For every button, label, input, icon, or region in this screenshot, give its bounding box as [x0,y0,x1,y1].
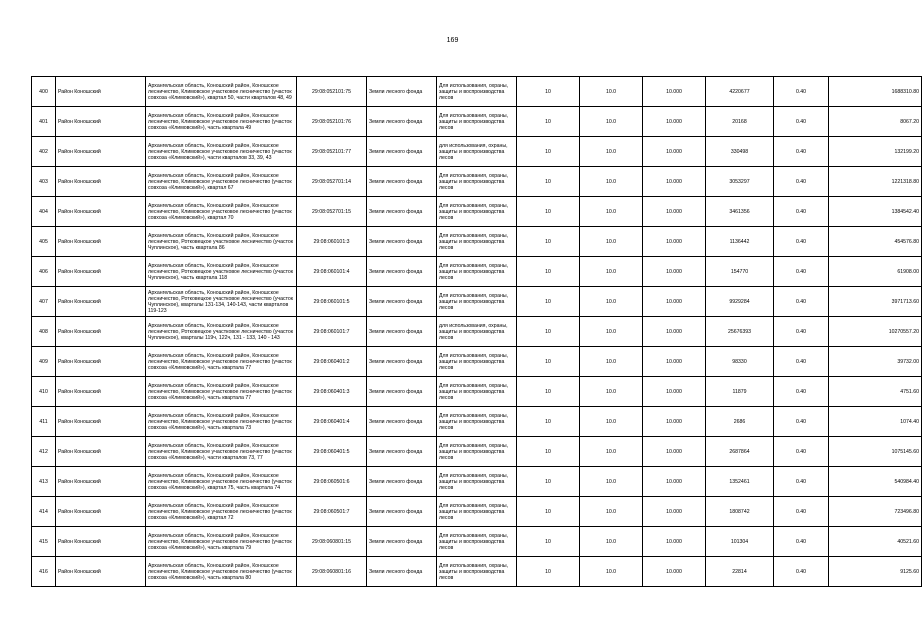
value-cell: 10.0 [580,407,643,437]
tax-rate-cell: 0.40 [774,227,829,257]
value-cell: 10.0 [580,257,643,287]
table-row [32,107,922,137]
permitted-use-cell: Для использования, охраны, защиты и воспроизводства лесов [437,257,517,287]
cadastral-number-cell: 29:08:060501:6 [297,467,367,497]
page-number: 169 [446,37,459,44]
district-cell: Район Коношский [56,317,146,347]
land-category-cell: Земли лесного фонда [367,137,437,167]
value-cell: 10.000 [643,467,706,497]
location-cell: Архангельская область, Коношский район, Коношское лесничество, Климовское участковое лесничество (участок совхоза «Климовский»), часть квартала 80 [146,557,297,587]
cadastral-number-cell: 29:08:060801:15 [297,527,367,557]
value-cell: 10 [517,497,580,527]
cadastral-number-cell: 29:08:060801:16 [297,557,367,587]
tax-rate-cell: 0.40 [774,557,829,587]
cadastral-value-cell: 330498 [706,137,774,167]
district-cell: Район Коношский [56,467,146,497]
location-cell: Архангельская область, Коношский район, Коношское лесничество, Климовское участковое лесничество (участок совхоза «Климовский»), часть квартала 77 [146,377,297,407]
table-row [32,167,922,197]
tax-amount-cell: 9125.60 [829,557,922,587]
district-cell: Район Коношский [56,287,146,317]
value-cell: 10.000 [643,77,706,107]
district-cell: Район Коношский [56,527,146,557]
permitted-use-cell: Для использования, охраны, защиты и воспроизводства лесов [437,497,517,527]
tax-rate-cell: 0.40 [774,167,829,197]
cadastral-value-cell: 22814 [706,557,774,587]
cadastral-value-cell: 154770 [706,257,774,287]
tax-rate-cell: 0.40 [774,437,829,467]
value-cell: 10.000 [643,317,706,347]
permitted-use-cell: Для использования, охраны, защиты и воспроизводства лесов [437,227,517,257]
value-cell: 10.0 [580,227,643,257]
location-cell: Архангельская область, Коношский район, Коношское лесничество, Климовское участковое лесничество (участок совхоза «Климовский»), квартал 75, часть квартала 74 [146,467,297,497]
row-number: 415 [32,527,56,557]
table-row [32,497,922,527]
location-cell: Архангельская область, Коношский район, Коношское лесничество, Климовское участковое лесничество (участок совхоза «Климовский»), квартал 70 [146,197,297,227]
location-cell: Архангельская область, Коношский район, Коношское лесничество, Климовское участковое лесничество (участок совхоза «Климовский»), части кварталов 73, 77 [146,437,297,467]
permitted-use-cell: Для использования, охраны, защиты и воспроизводства лесов [437,377,517,407]
permitted-use-cell: Для использования, охраны, защиты и воспроизводства лесов [437,437,517,467]
value-cell: 10 [517,227,580,257]
location-cell: Архангельская область, Коношский район, Коношское лесничество, Климовское участковое лесничество (участок совхоза «Климовский»), часть квартала 77 [146,347,297,377]
value-cell: 10 [517,77,580,107]
value-cell: 10.000 [643,377,706,407]
cadastral-value-cell: 1808742 [706,497,774,527]
location-cell: Архангельская область, Коношский район, Коношское лесничество, Климовское участковое лесничество (участок совхоза «Климовский»), часть квартала 79 [146,527,297,557]
district-cell: Район Коношский [56,197,146,227]
land-category-cell: Земли лесного фонда [367,557,437,587]
value-cell: 10 [517,407,580,437]
land-category-cell: Земли лесного фонда [367,227,437,257]
cadastral-number-cell: 29:08:052701:14 [297,167,367,197]
permitted-use-cell: Для использования, охраны, защиты и воспроизводства лесов [437,557,517,587]
land-category-cell: Земли лесного фонда [367,527,437,557]
tax-rate-cell: 0.40 [774,377,829,407]
value-cell: 10 [517,347,580,377]
land-category-cell: Земли лесного фонда [367,377,437,407]
value-cell: 10 [517,467,580,497]
tax-amount-cell: 1075145.60 [829,437,922,467]
table-row [32,557,922,587]
tax-amount-cell: 61908.00 [829,257,922,287]
cadastral-value-cell: 4220677 [706,77,774,107]
table-row [32,347,922,377]
tax-rate-cell: 0.40 [774,317,829,347]
district-cell: Район Коношский [56,137,146,167]
row-number: 408 [32,317,56,347]
value-cell: 10 [517,437,580,467]
tax-amount-cell: 132199.20 [829,137,922,167]
value-cell: 10.0 [580,527,643,557]
cadastral-number-cell: 29:08:060401:3 [297,377,367,407]
district-cell: Район Коношский [56,407,146,437]
location-cell: Архангельская область, Коношский район, Коношское лесничество, Ротковецкое участковое лесничество (участок Чуплинское), часть квартала 86 [146,227,297,257]
table-row [32,317,922,347]
district-cell: Район Коношский [56,167,146,197]
value-cell: 10.0 [580,167,643,197]
cadastral-number-cell: 29:08:052101:76 [297,107,367,137]
value-cell: 10.0 [580,377,643,407]
district-cell: Район Коношский [56,227,146,257]
cadastral-number-cell: 29:08:060401:5 [297,437,367,467]
table-row [32,287,922,317]
table-row [32,257,922,287]
district-cell: Район Коношский [56,347,146,377]
value-cell: 10 [517,257,580,287]
cadastral-value-cell: 1136442 [706,227,774,257]
value-cell: 10.000 [643,437,706,467]
location-cell: Архангельская область, Коношский район, Коношское лесничество, Ротковецкое участковое лесничество (участок Чуплинское), кварталы 119ч, 122ч, 131 - 133, 140 - 143 [146,317,297,347]
value-cell: 10.0 [580,77,643,107]
cadastral-value-cell: 101304 [706,527,774,557]
value-cell: 10.000 [643,167,706,197]
tax-rate-cell: 0.40 [774,287,829,317]
row-number: 400 [32,77,56,107]
tax-amount-cell: 1221318.80 [829,167,922,197]
table-row [32,377,922,407]
value-cell: 10.000 [643,407,706,437]
cadastral-value-cell: 25676393 [706,317,774,347]
cadastral-number-cell: 29:08:060101:5 [297,287,367,317]
district-cell: Район Коношский [56,377,146,407]
location-cell: Архангельская область, Коношский район, Коношское лесничество, Климовское участковое лесничество (участок совхоза «Климовский»), квартал 50, части кварталов 48, 49 [146,77,297,107]
tax-amount-cell: 3971713.60 [829,287,922,317]
land-category-cell: Земли лесного фонда [367,437,437,467]
location-cell: Архангельская область, Коношский район, Коношское лесничество, Климовское участковое лесничество (участок совхоза «Климовский»), часть квартала 73 [146,407,297,437]
row-number: 407 [32,287,56,317]
value-cell: 10.000 [643,137,706,167]
cadastral-value-cell: 9929284 [706,287,774,317]
value-cell: 10.000 [643,197,706,227]
table-row [32,77,922,107]
table-row [32,227,922,257]
value-cell: 10.0 [580,497,643,527]
row-number: 414 [32,497,56,527]
land-register-table [31,76,922,587]
tax-amount-cell: 4751.60 [829,377,922,407]
tax-amount-cell: 40521.60 [829,527,922,557]
permitted-use-cell: Для использования, охраны, защиты и воспроизводства лесов [437,467,517,497]
cadastral-value-cell: 11879 [706,377,774,407]
permitted-use-cell: Для использования, охраны, защиты и воспроизводства лесов [437,407,517,437]
value-cell: 10.0 [580,467,643,497]
tax-amount-cell: 8067.20 [829,107,922,137]
land-category-cell: Земли лесного фонда [367,77,437,107]
cadastral-value-cell: 2687864 [706,437,774,467]
district-cell: Район Коношский [56,557,146,587]
row-number: 405 [32,227,56,257]
tax-rate-cell: 0.40 [774,257,829,287]
land-category-cell: Земли лесного фонда [367,467,437,497]
tax-amount-cell: 540984.40 [829,467,922,497]
permitted-use-cell: Для использования, охраны, защиты и воспроизводства лесов [437,527,517,557]
value-cell: 10.0 [580,317,643,347]
cadastral-number-cell: 29:08:060401:4 [297,407,367,437]
district-cell: Район Коношский [56,437,146,467]
value-cell: 10 [517,167,580,197]
value-cell: 10 [517,557,580,587]
value-cell: 10 [517,107,580,137]
cadastral-value-cell: 1352461 [706,467,774,497]
permitted-use-cell: для использования, охраны, защиты и воспроизводства лесов [437,137,517,167]
land-category-cell: Земли лесного фонда [367,287,437,317]
location-cell: Архангельская область, Коношский район, Коношское лесничество, Ротковецкое участковое лесничество (участок Чуплинское), часть квартала 118 [146,257,297,287]
district-cell: Район Коношский [56,107,146,137]
permitted-use-cell: Для использования, охраны, защиты и воспроизводства лесов [437,107,517,137]
tax-rate-cell: 0.40 [774,77,829,107]
row-number: 409 [32,347,56,377]
tax-rate-cell: 0.40 [774,527,829,557]
value-cell: 10.0 [580,437,643,467]
location-cell: Архангельская область, Коношский район, Коношское лесничество, Климовское участковое лесничество (участок совхоза «Климовский»), часть квартала 49 [146,107,297,137]
row-number: 403 [32,167,56,197]
row-number: 412 [32,437,56,467]
value-cell: 10.0 [580,107,643,137]
value-cell: 10.000 [643,107,706,137]
tax-amount-cell: 454576.80 [829,227,922,257]
value-cell: 10 [517,197,580,227]
land-category-cell: Земли лесного фонда [367,107,437,137]
value-cell: 10.0 [580,137,643,167]
tax-amount-cell: 10270557.20 [829,317,922,347]
tax-amount-cell: 1688310.80 [829,77,922,107]
row-number: 416 [32,557,56,587]
permitted-use-cell: для использования, охраны, защиты и воспроизводства лесов [437,317,517,347]
value-cell: 10.0 [580,347,643,377]
land-category-cell: Земли лесного фонда [367,317,437,347]
tax-rate-cell: 0.40 [774,407,829,437]
value-cell: 10.000 [643,227,706,257]
cadastral-number-cell: 29:08:060101:7 [297,317,367,347]
land-category-cell: Земли лесного фонда [367,257,437,287]
cadastral-value-cell: 2686 [706,407,774,437]
permitted-use-cell: Для использования, охраны, защиты и воспроизводства лесов [437,197,517,227]
tax-rate-cell: 0.40 [774,467,829,497]
cadastral-number-cell: 29:08:052101:75 [297,77,367,107]
value-cell: 10 [517,287,580,317]
row-number: 406 [32,257,56,287]
row-number: 411 [32,407,56,437]
cadastral-number-cell: 29:08:060401:2 [297,347,367,377]
row-number: 413 [32,467,56,497]
location-cell: Архангельская область, Коношский район, Коношское лесничество, Климовское участковое лесничество (участок совхоза «Климовский»), квартал 72 [146,497,297,527]
table-row [32,437,922,467]
tax-rate-cell: 0.40 [774,497,829,527]
value-cell: 10 [517,527,580,557]
table-row [32,407,922,437]
tax-amount-cell: 1074.40 [829,407,922,437]
tax-amount-cell: 1384542.40 [829,197,922,227]
location-cell: Архангельская область, Коношский район, Коношское лесничество, Климовское участковое лесничество (участок совхоза «Климовский»), части кварталов 33, 39, 43 [146,137,297,167]
permitted-use-cell: Для использования, охраны, защиты и воспроизводства лесов [437,167,517,197]
row-number: 401 [32,107,56,137]
value-cell: 10.000 [643,287,706,317]
value-cell: 10 [517,377,580,407]
value-cell: 10 [517,137,580,167]
tax-rate-cell: 0.40 [774,347,829,377]
value-cell: 10.0 [580,197,643,227]
location-cell: Архангельская область, Коношский район, Коношское лесничество, Ротковецкое участковое лесничество (участок Чуплинское), кварталы 131-134, 140-143, части кварталов 119-123 [146,287,297,317]
cadastral-value-cell: 98330 [706,347,774,377]
value-cell: 10.0 [580,287,643,317]
land-category-cell: Земли лесного фонда [367,497,437,527]
permitted-use-cell: Для использования, охраны, защиты и воспроизводства лесов [437,77,517,107]
permitted-use-cell: Для использования, охраны, защиты и воспроизводства лесов [437,347,517,377]
tax-rate-cell: 0.40 [774,107,829,137]
cadastral-number-cell: 29:08:052101:77 [297,137,367,167]
land-category-cell: Земли лесного фонда [367,347,437,377]
value-cell: 10.000 [643,347,706,377]
district-cell: Район Коношский [56,257,146,287]
table-row [32,197,922,227]
cadastral-value-cell: 3053297 [706,167,774,197]
cadastral-number-cell: 29:08:060101:4 [297,257,367,287]
tax-amount-cell: 723496.80 [829,497,922,527]
cadastral-number-cell: 29:08:052701:15 [297,197,367,227]
tax-rate-cell: 0.40 [774,137,829,167]
value-cell: 10.0 [580,557,643,587]
value-cell: 10.000 [643,497,706,527]
cadastral-value-cell: 20168 [706,107,774,137]
table-row [32,467,922,497]
land-category-cell: Земли лесного фонда [367,167,437,197]
permitted-use-cell: Для использования, охраны, защиты и воспроизводства лесов [437,287,517,317]
district-cell: Район Коношский [56,497,146,527]
land-category-cell: Земли лесного фонда [367,407,437,437]
cadastral-number-cell: 29:08:060501:7 [297,497,367,527]
value-cell: 10 [517,317,580,347]
value-cell: 10.000 [643,257,706,287]
row-number: 402 [32,137,56,167]
table-row [32,137,922,167]
table-row [32,527,922,557]
land-category-cell: Земли лесного фонда [367,197,437,227]
row-number: 410 [32,377,56,407]
tax-rate-cell: 0.40 [774,197,829,227]
row-number: 404 [32,197,56,227]
value-cell: 10.000 [643,557,706,587]
cadastral-value-cell: 3461356 [706,197,774,227]
location-cell: Архангельская область, Коношский район, Коношское лесничество, Климовское участковое лесничество (участок совхоза «Климовский»), квартал 67 [146,167,297,197]
value-cell: 10.000 [643,527,706,557]
district-cell: Район Коношский [56,77,146,107]
cadastral-number-cell: 29:08:060101:3 [297,227,367,257]
tax-amount-cell: 39732.00 [829,347,922,377]
